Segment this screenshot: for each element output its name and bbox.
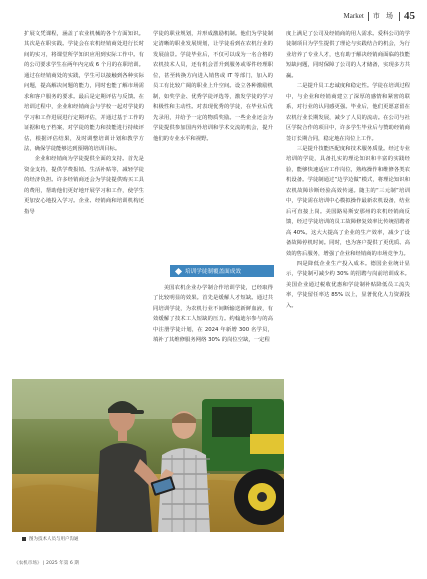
paragraph: 二是提升员工忠诚度和稳定性。学徒在培训过程中，与企业和经销商建立了深厚的感情和紧密的联系，对行业的认同感更强。毕业后，他们更愿意留在农机行业长期发展，减少了人员的流动。在公司与社区学院合作的项目中，许多学生毕业后与赞助经销商签订长期合同，稳定地在岗位上工作。: [286, 83, 410, 142]
paragraph: 美国农机企业办学制合作培训学徒，已经取得了比较明显的效果。首先是缓解人才短缺。通过共同培训学徒，为农机行业不间断输送新鲜血液，有效缓解了技术工人短缺的压力。约翰迪尔参与的高中注册学徒计划，在 2024 年新增 300 名学员，填补了其维修服务网络 30% 的岗位空缺，一定程: [153, 285, 273, 344]
page-header: [344, 8, 415, 24]
text-column-left: [24, 29, 144, 217]
text-column-right: [286, 29, 410, 311]
paragraph: 学徒的职业规划，并形成激励机制。他们为学徒制定清晰的职业发展规划，让学徒看到在农机行业的发展前景。学徒毕业后，不仅可以成为一名合格的农机技术人员，还有机会晋升到服务或零件经理职位，甚至转换方向进入销售或 IT 等部门，加入的员工有比较广阔的职业上升空间。设立各种激励机制，如奖学金、优秀学徒评选等，激发学徒的学习积极性和主动性。对表现优秀的学徒，在毕业后优先录用，并给予一定的物质奖励。一些企业还会为学徒提供参加国内外培训和学术交流的机会，提升他们的专业水平和视野。: [153, 31, 273, 142]
photo-caption: [22, 536, 79, 542]
text-column-middle: [153, 29, 273, 144]
caption-text: 图为技术人员与用户沟通: [29, 537, 79, 542]
header-divider: [399, 12, 400, 21]
diamond-bullet-icon: [175, 267, 182, 274]
paragraph: 扩展文凭课程，涵盖了农业机械的各个方面知识。其次是在职实践。学徒会在农机经销商处进行长时间的实习，将课堂所学知识应用到实际工作中。有的公司要求学生在两年内完成 6 个月的在职培训。通过在经销商处的实践，学生可以接触到各种实际问题，提高解决问题的能力，同时也能了解市场需求和客户服务的要求。最后是定期评估与反馈。在培训过程中，企业和经销商会与学校一起对学徒的学习和工作进展进行定期评估，并通过基于工作的证据和电子档案，对学徒的能力和技能进行持续评估，根据评估结果，及时调整培训计划和教学方法，确保学徒能够达到预期的培训目标。: [24, 31, 144, 152]
text-column-middle-lower: [153, 283, 273, 346]
section-title-cn: 市 场: [372, 12, 395, 20]
article-photo: [12, 379, 284, 532]
farm-technicians-illustration: [12, 379, 284, 532]
page-number: 45: [404, 10, 415, 22]
paragraph: 企业和经销商为学徒提供全面的支持。首先是资金支持，提供学费报销、生活补贴等，减轻学徒的经济负担。许多经销商还会为学徒提供购买工具的费用，帮助他们更好地开展学习和工作，使学生更加安心地投入学习。企业、经销商和培训机构还指导: [24, 156, 144, 215]
paragraph: 度上满足了公司及经销商的用人需求。爱科公司的学徒制项目为学生提供了理论与实践结合的机会，为行业培养了专业人才，也有助于解决经销商面临的技能短缺问题，同时保障了公司的人才储备，实现多方共赢。: [286, 31, 410, 79]
caption-square-icon: [22, 537, 26, 541]
paragraph: 四是降低企业生产投入成本。德国企业统计显示，学徒制可减少约 30% 的招聘与岗前培训成本。美国企业通过税收优惠和学徒制补贴降低员工流失率，学徒留任率达 85% 以上，显著优化人力资源投入。: [286, 260, 410, 309]
subheading-text: 培训学徒制覆盖面成效: [185, 269, 241, 275]
header-divider: [368, 12, 369, 21]
section-title-en: Market: [343, 12, 364, 20]
section-subheading: [170, 265, 274, 277]
paragraph: 三是提升技能匹配度和技术服务质量。经过专业培训的学徒，具备扎实的理论知识和丰富的实践经验，能够快速适应工作岗位，熟练操作和维修各类农机设备。学徒制通过“边学边做”模式，将理论知识和农机故障诊断经验高效传递。随主的“三元制”培训中，学徒需在培训中心模拟操作最新农机设备，结业后可直接上岗。美国路易斯安那州的农机经销商反馈，经过学徒培训的员工故障修复效率比传统招聘者高 40%。这大大提高了企业的生产效率，减少了设备故障停机时间。同时，也为客户提供了更优质、高效的售后服务，增强了企业和经销商的市场竞争力。: [286, 145, 410, 257]
page-footer: 《农机市场》 | 2025 年第 6 期: [14, 561, 79, 566]
